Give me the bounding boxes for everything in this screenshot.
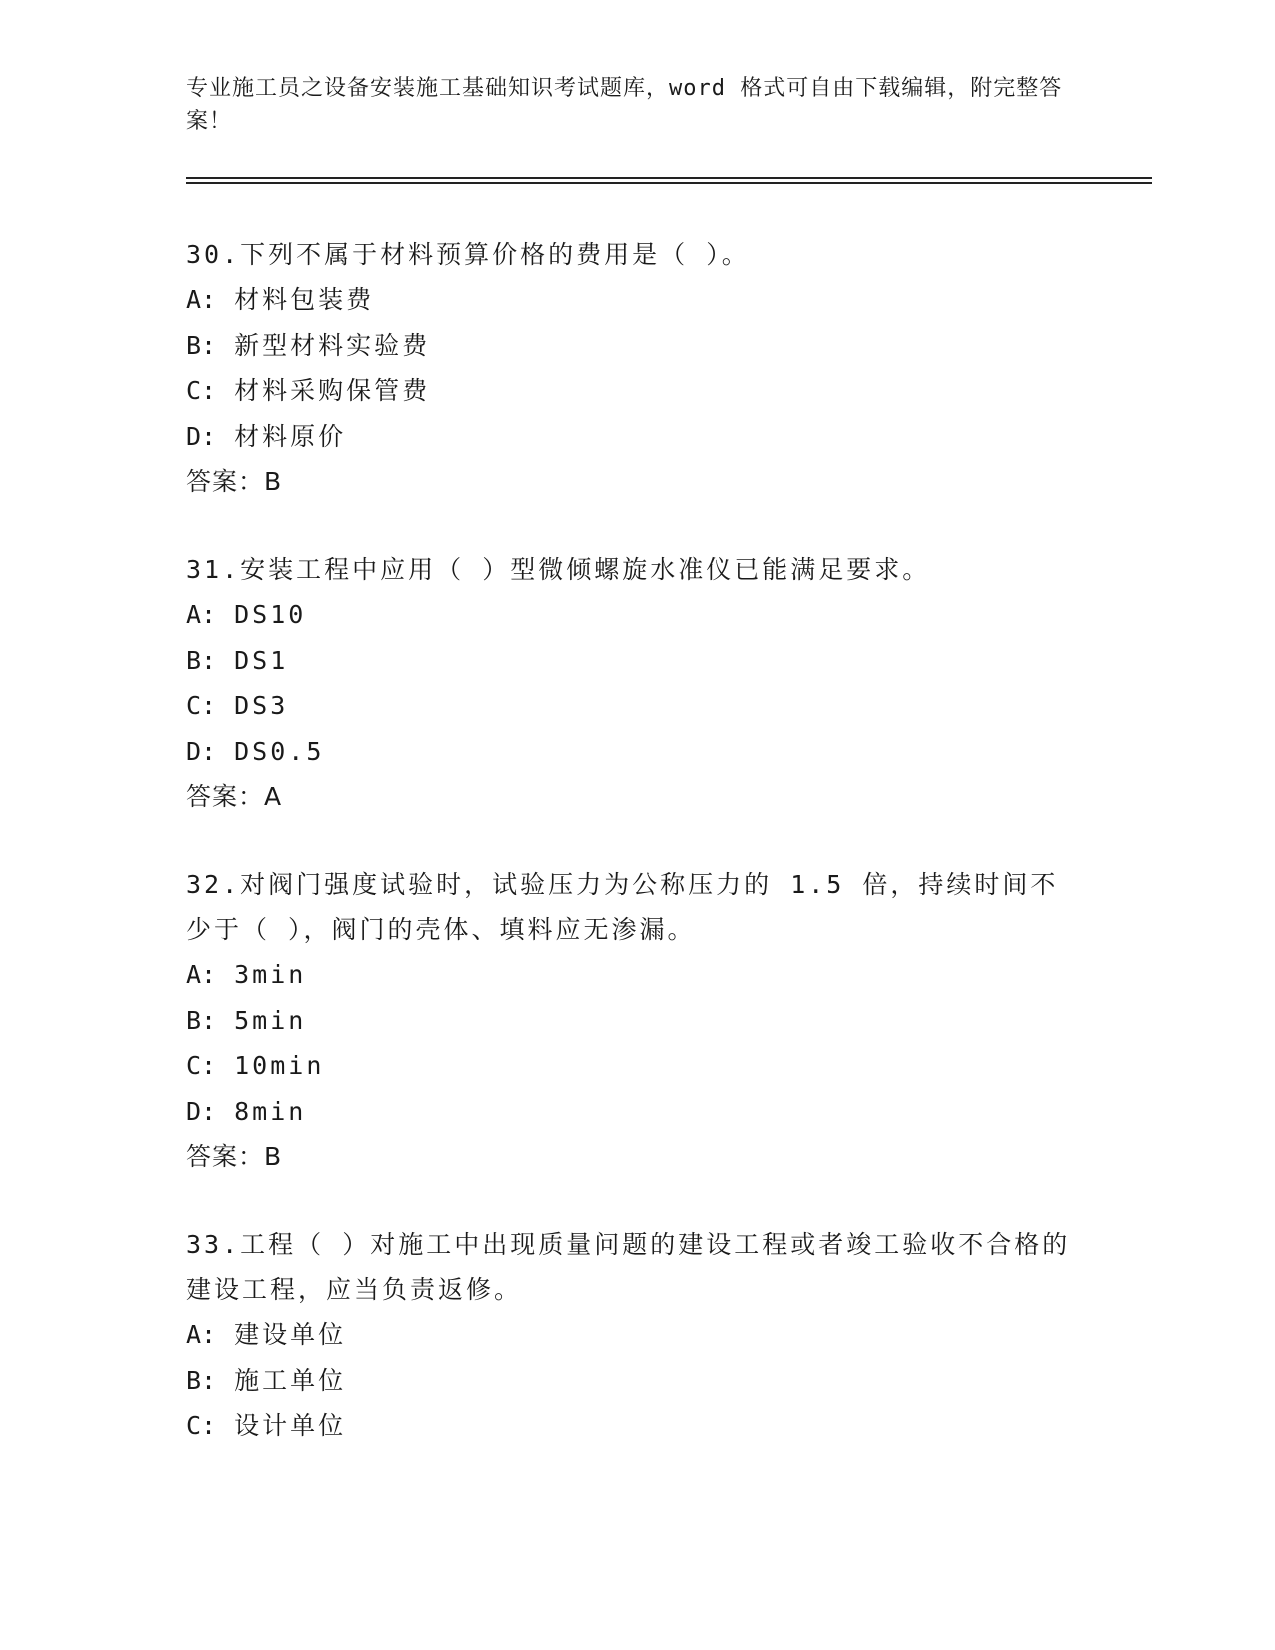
question-31 bbox=[186, 547, 1076, 819]
answer-label: 答案：B bbox=[186, 1142, 283, 1171]
option-c: C: 材料采购保管费 bbox=[186, 376, 431, 405]
question-32 bbox=[186, 862, 1076, 1179]
answer-label: 答案：A bbox=[186, 782, 283, 811]
question-title: 33.工程（ ）对施工中出现质量问题的建设工程或者竣工验收不合格的建设工程，应当负责返修。 bbox=[186, 1230, 1071, 1304]
option-a: A: 材料包装费 bbox=[186, 285, 375, 314]
option-b: B: 新型材料实验费 bbox=[186, 330, 431, 360]
question-title: 31.安装工程中应用（ ）型微倾螺旋水准仪已能满足要求。 bbox=[186, 555, 931, 584]
question-30 bbox=[186, 232, 1076, 504]
option-a: A: 建设单位 bbox=[186, 1320, 347, 1349]
option-c: C: 10min bbox=[186, 1051, 325, 1080]
option-c: C: 设计单位 bbox=[186, 1411, 347, 1440]
option-a: A: 3min bbox=[186, 960, 307, 989]
option-b: B: 5min bbox=[186, 1005, 307, 1035]
header-divider-top bbox=[186, 177, 1152, 179]
question-title: 30.下列不属于材料预算价格的费用是（ ）。 bbox=[186, 240, 750, 269]
header-divider-bottom bbox=[186, 182, 1152, 184]
document-header bbox=[186, 72, 1066, 138]
option-d: D: DS0.5 bbox=[186, 736, 325, 766]
option-b: B: 施工单位 bbox=[186, 1365, 347, 1395]
option-d: D: 材料原价 bbox=[186, 421, 347, 451]
option-a: A: DS10 bbox=[186, 600, 307, 629]
answer-label: 答案：B bbox=[186, 467, 283, 496]
option-b: B: DS1 bbox=[186, 645, 289, 675]
question-title: 32.对阀门强度试验时，试验压力为公称压力的 1.5 倍，持续时间不少于（ ），阀门的壳体、填料应无渗漏。 bbox=[186, 870, 1059, 944]
option-d: D: 8min bbox=[186, 1096, 307, 1126]
header-text: 专业施工员之设备安装施工基础知识考试题库，word 格式可自由下载编辑，附完整答案！ bbox=[186, 76, 1063, 134]
option-c: C: DS3 bbox=[186, 691, 289, 720]
question-33 bbox=[186, 1222, 1076, 1449]
